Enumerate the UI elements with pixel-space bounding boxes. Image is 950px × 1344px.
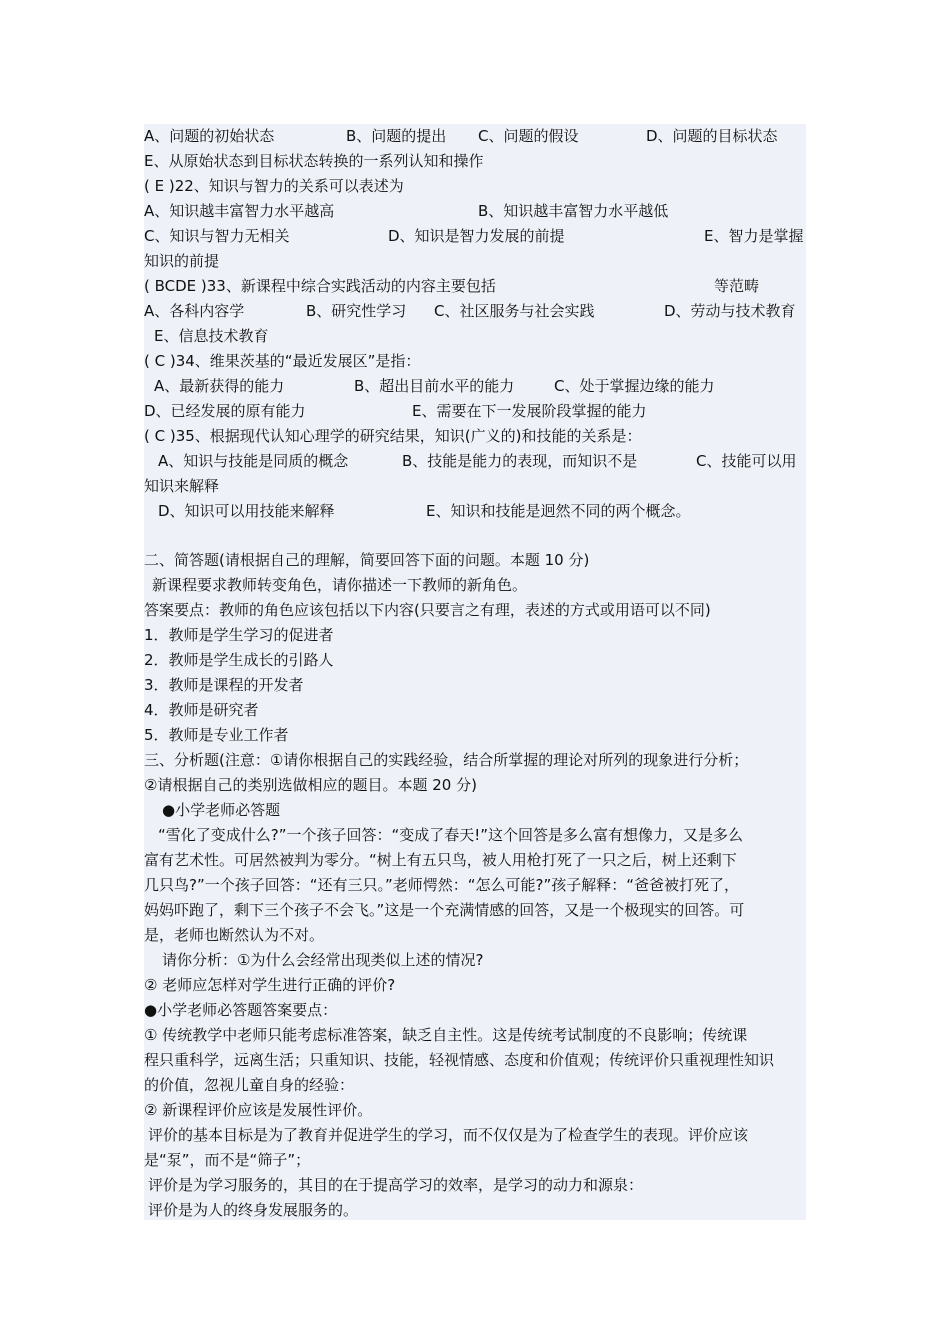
q33-option-a: A、各科内容学 [144,302,245,320]
q-prev-option-c: C、问题的假设 [478,127,579,145]
q33-option-c: C、社区服务与社会实践 [434,302,595,320]
q22-option-b: B、知识越丰富智力水平越低 [478,202,669,220]
q22-option-a: A、知识越丰富智力水平越高 [144,202,335,220]
q35-option-b: B、技能是能力的表现，而知识不是 [402,452,638,470]
q-prev-option-a: A、问题的初始状态 [144,127,275,145]
q22-option-c: C、知识与智力无相关 [144,227,290,245]
q-prev-option-b: B、问题的提出 [346,127,447,145]
q33-option-b: B、研究性学习 [306,302,407,320]
q35-option-d: D、知识可以用技能来解释 [158,502,335,520]
q34-option-d: D、已经发展的原有能力 [144,402,306,420]
q34-option-c: C、处于掌握边缘的能力 [554,377,715,395]
document-content: A、问题的初始状态 B、问题的提出 C、问题的假设 D、问题的目标状态 E、从原始状态到目标状态转换的一系列认知和操作 ( E )22、知识与智力的关系可以表述为 A、知识越丰富智力水平越高 B、知识越丰富智力水平越低 C、知识与智力无相关 D、知识是智力发展的前提 E、智力是掌握 知识的前提 ( BCDE )33、新课程中综合实践活动的内容主要包括 等范畴 A、各科内容学 B、研究性学习 C、社区服务与社会实践 D、劳动与技术教育 E、信息技术教育 ( C )34、维果茨基的“最近发展区”是指： A、最新获得的能力 B、超出目前水平的能力 C、处于掌握边缘的能力 D、已经发展的原有能力 E、需要在下一发展阶段掌握的能力 ( C )35、根据现代认知心理学的研究结果，知识(广义的)和技能的关系是： A、知识与技能是同质的概念 B、技能是能力的表现，而知识不是 C、技能可以用 知识来解释 D、知识可以用技能来解释 E、知识和技能是迥然不同的两个概念。 二、简答题(请根据自己的理解，简要回答下面的问题。本题 10 分) 新课程要求教师转变角色，请你描述一下教师的新角色。 答案要点：教师的角色应该包括以下内容(只要言之有理，表述的方式或用语可以不同) 1．教师是学生学习的促进者 2．教师是学生成长的引路人 3．教师是课程的开发者 4．教师是研究者 5．教师是专业工作者 三、分析题(注意：①请你根据自己的实践经验，结合所掌握的理论对所列的现象进行分析； ②请根据自己的类别选做相应的题目。本题 20 分) ●小学老师必答题 “雪化了变成什么?”一个孩子回答：“变成了春天!”这个回答是多么富有想像力，又是多么 富有艺术性。可居然被判为零分。“树上有五只鸟，被人用枪打死了一只之后，树上还剩下 几只鸟?”一个孩子回答：“还有三只。”老师愕然：“怎么可能?”孩子解释：“爸爸被打死了， 妈妈吓跑了，剩下三个孩子不会飞。”这是一个充满情感的回答，又是一个极现实的回答。可 是，老师也断然认为不对。 请你分析：①为什么会经常出现类似上述的情况? ② 老师应怎样对学生进行正确的评价? ●小学老师必答题答案要点： ① 传统教学中老师只能考虑标准答案，缺乏自主性。这是传统考试制度的不良影响；传统课 程只重科学，远离生活；只重知识、技能，轻视情感、态度和价值观；传统评价只重视理性知识 的价值，忽视儿童自身的经验： ② 新课程评价应该是发展性评价。 评价的基本目标是为了教育并促进学生的学习，而不仅仅是为了检查学生的表现。评价应该 是“泵”，而不是“筛子”； 评价是为学习服务的，其目的在于提高学习的效率，是学习的动力和源泉： 评价是为人的终身发展服务的。 [144,124,806,1220]
q34-option-e: E、需要在下一发展阶段掌握的能力 [412,402,647,420]
q-prev-option-d: D、问题的目标状态 [646,127,778,145]
q34-option-b: B、超出目前水平的能力 [354,377,515,395]
q33-stem-tail: 等范畴 [714,277,760,295]
q35-option-c: C、技能可以用 [696,452,797,470]
q34-option-a: A、最新获得的能力 [154,377,285,395]
q22-option-d: D、知识是智力发展的前提 [388,227,565,245]
q35-option-a: A、知识与技能是同质的概念 [158,452,349,470]
q22-option-e: E、智力是掌握 [704,227,804,245]
q33-option-d: D、劳动与技术教育 [664,302,796,320]
q35-option-e: E、知识和技能是迥然不同的两个概念。 [426,502,691,520]
